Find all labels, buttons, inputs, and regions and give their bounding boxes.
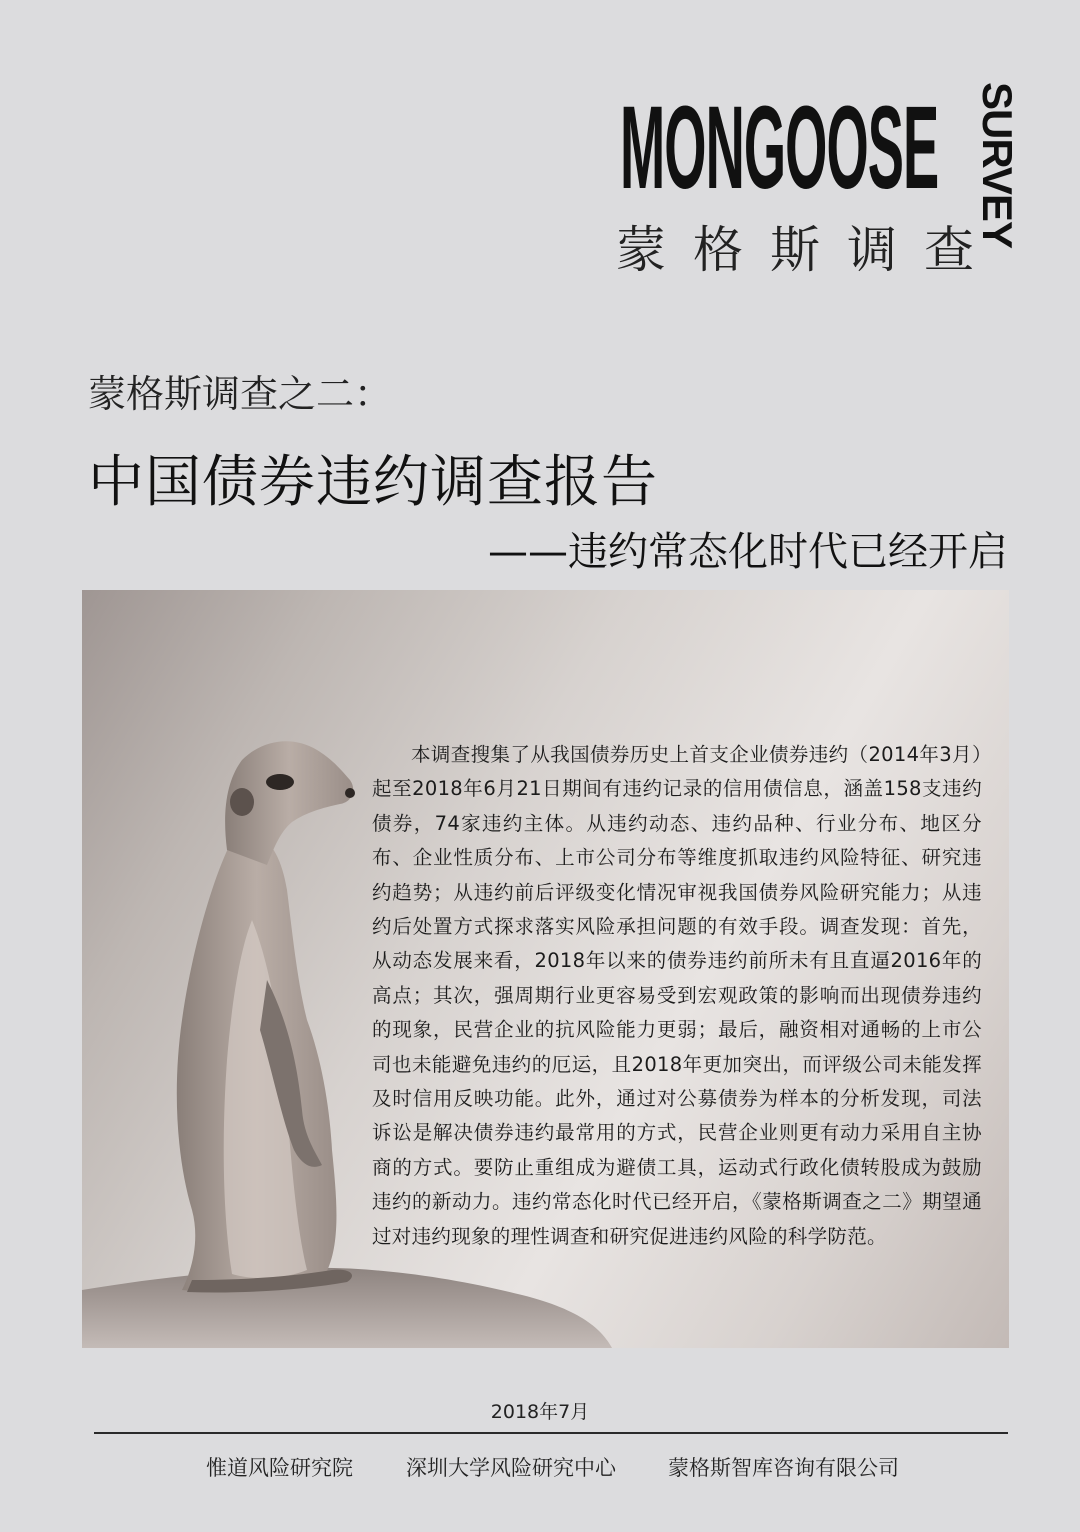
- footer-org-szu: 深圳大学风险研究中心: [406, 1456, 616, 1480]
- footer-organizations: [206, 1452, 926, 1484]
- report-series-subtitle: 蒙格斯调查之二：: [88, 372, 393, 416]
- footer-divider: [94, 1432, 1008, 1434]
- logo-chinese-text: 蒙格斯调查: [616, 221, 1001, 279]
- report-tagline: ——违约常态化时代已经开启: [488, 529, 1008, 575]
- logo-main-text: MONGOOSE: [620, 82, 939, 214]
- footer-org-weidao: 惟道风险研究院: [206, 1456, 353, 1480]
- publication-date: 2018年7月: [490, 1401, 590, 1423]
- logo-survey-text: SURVEY: [974, 82, 1021, 248]
- footer-org-mongoose: 蒙格斯智库咨询有限公司: [668, 1456, 899, 1480]
- report-abstract: 本调查搜集了从我国债券历史上首支企业债券违约（2014年3月）起至2018年6月21日期间有违约记录的信用债信息，涵盖158支违约债券，74家违约主体。从违约动态、违约品种、行业分布、地区分布、企业性质分布、上市公司分布等维度抓取违约风险特征、研究违约趋势；从违约前后评级变化情况审视我国债券风险研究能力；从违约后处置方式探求落实风险承担问题的有效手段。调查发现：首先，从动态发展来看，2018年以来的债券违约前所未有且直逼2016年的高点；其次，强周期行业更容易受到宏观政策的影响而出现债券违约的现象，民营企业的抗风险能力更弱；最后，融资相对通畅的上市公司也未能避免违约的厄运，且2018年更加突出，而评级公司未能发挥及时信用反映功能。此外，通过对公募债券为样本的分析发现，司法诉讼是解决债券违约最常用的方式，民营企业则更有动力采用自主协商的方式。要防止重组成为避债工具，运动式行政化债转股成为鼓励违约的新动力。违约常态化时代已经开启，《蒙格斯调查之二》期望通过对违约现象的理性调查和研究促进违约风险的科学防范。: [372, 743, 982, 1248]
- report-title: 中国债券违约调查报告: [88, 450, 658, 515]
